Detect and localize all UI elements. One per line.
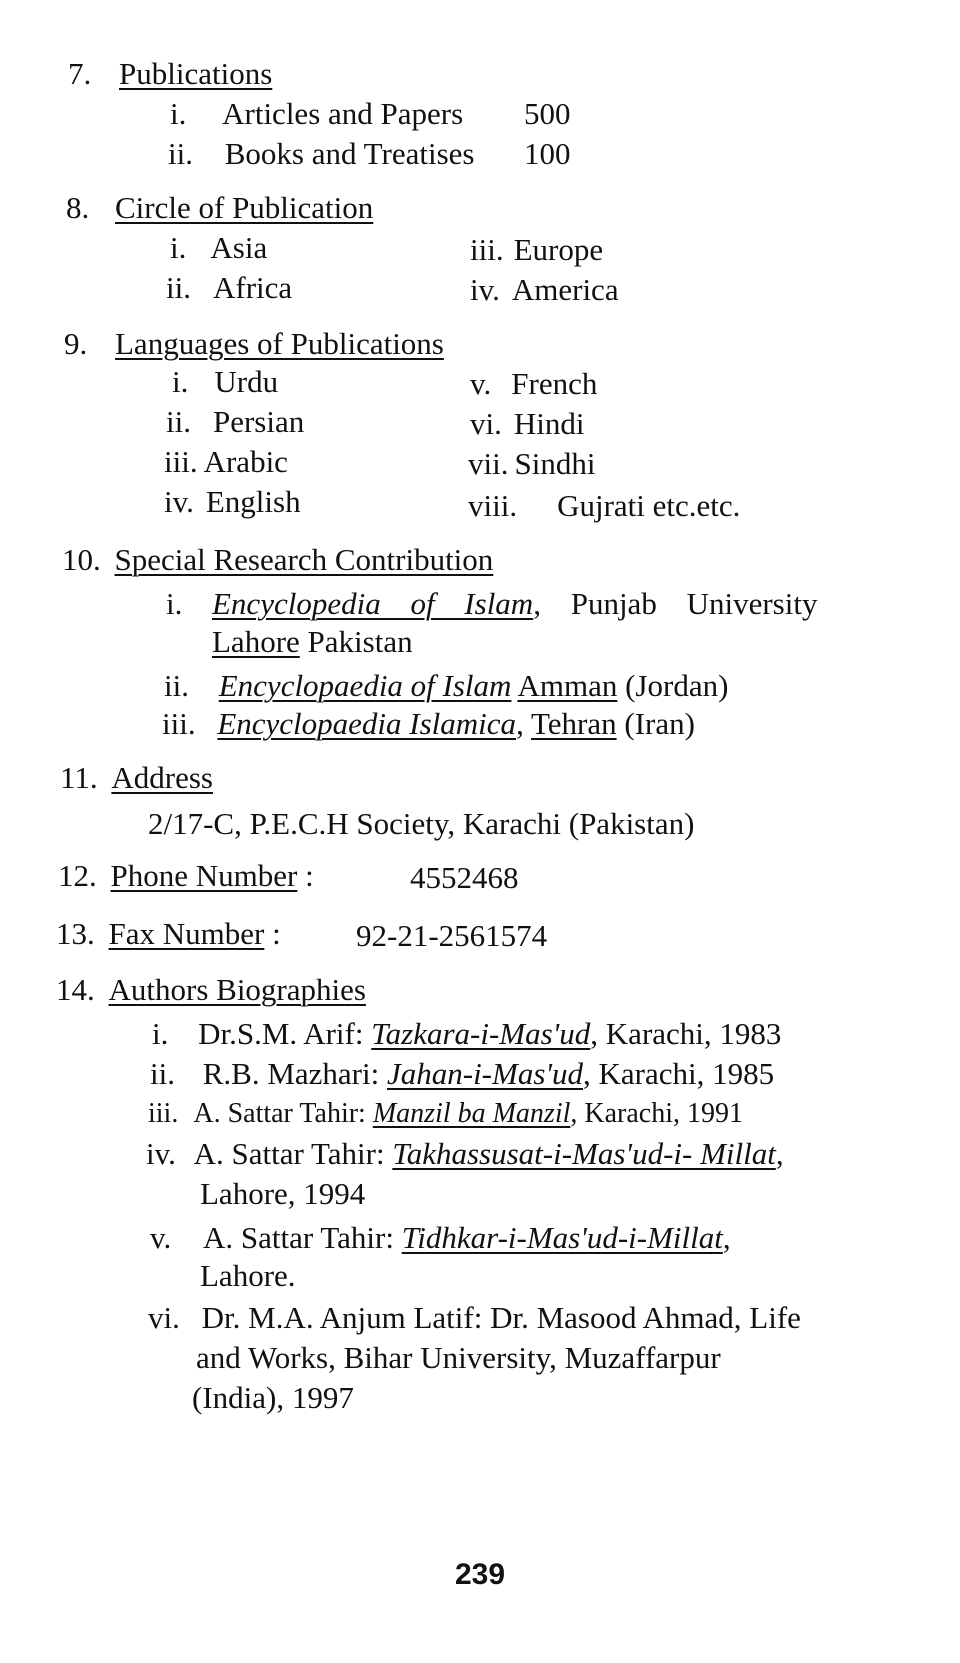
list-item: i. Urdu (172, 364, 279, 399)
work-title: Encyclopaedia Islamica (217, 706, 517, 741)
section-14-title: Authors Biographies (108, 972, 366, 1007)
s7-value-ii: 100 (524, 136, 571, 171)
address-value: 2/17-C, P.E.C.H Society, Karachi (Pakistan) (148, 806, 695, 841)
fax-value: 92-21-2561574 (356, 918, 548, 953)
section-13-heading: 13. Fax Number : (56, 916, 281, 951)
work-title: Encyclopaedia of Islam (218, 668, 512, 703)
work-title: Jahan-i-Mas'ud (386, 1056, 584, 1091)
section-11-heading: 11. Address (60, 760, 213, 795)
list-item: iii. Arabic (164, 444, 288, 479)
work-title: Tazkara-i-Mas'ud (371, 1016, 591, 1051)
s10-item-iii: iii. Encyclopaedia Islamica, Tehran (Iran) (162, 706, 695, 741)
list-item-cont: and Works, Bihar University, Muzaffarpur (196, 1340, 721, 1375)
section-12-title: Phone Number (110, 858, 298, 893)
section-11-title: Address (111, 760, 213, 795)
list-item: ii. Persian (166, 404, 305, 439)
list-item: iv. A. Sattar Tahir: Takhassusat-i-Mas'ud-i- Millat, (146, 1136, 784, 1171)
section-12-heading: 12. Phone Number : (58, 858, 314, 893)
section-10-heading: 10. Special Research Contribution (62, 542, 494, 577)
list-item: iv. English (164, 484, 301, 519)
s7-item-ii: ii. Books and Treatises (168, 136, 475, 171)
list-item-cont: Lahore, 1994 (200, 1176, 366, 1211)
list-item-cont: (India), 1997 (192, 1380, 354, 1415)
work-title: Encyclopedia of Islam (212, 586, 534, 621)
phone-value: 4552468 (410, 860, 519, 895)
list-item: iii. A. Sattar Tahir: Manzil ba Manzil, Karachi, 1991 (148, 1098, 743, 1129)
list-item-cont: Lahore. (200, 1258, 296, 1293)
work-title: Takhassusat-i-Mas'ud-i- Millat (392, 1136, 776, 1171)
section-13-title: Fax Number (108, 916, 265, 951)
list-item: vi. Dr. M.A. Anjum Latif: Dr. Masood Ahmad, Life (148, 1300, 801, 1335)
list-item: vi. Hindi (470, 406, 585, 441)
s10-item-ii: ii. Encyclopaedia of Islam Amman (Jordan) (164, 668, 729, 703)
section-10-title: Special Research Contribution (114, 542, 494, 577)
section-14-heading: 14. Authors Biographies (56, 972, 366, 1007)
page-number: 239 (454, 1558, 506, 1591)
list-item: viii. Gujrati etc.etc. (468, 488, 741, 523)
section-7-title: Publications (119, 56, 273, 91)
section-7-heading: 7. Publications (68, 56, 273, 91)
section-9-title: Languages of Publications (115, 326, 444, 361)
list-item: i. Dr.S.M. Arif: Tazkara-i-Mas'ud, Karachi, 1983 (152, 1016, 782, 1051)
list-item: v. A. Sattar Tahir: Tidhkar-i-Mas'ud-i-Millat, (150, 1220, 731, 1255)
list-item: iv. America (470, 272, 619, 307)
list-item: i. Asia (170, 230, 268, 265)
s10-item-i: Encyclopedia of Islam, Punjab University (212, 586, 818, 621)
work-title: Tidhkar-i-Mas'ud-i-Millat (401, 1220, 723, 1255)
list-item: v. French (470, 366, 598, 401)
list-item: iii. Europe (470, 232, 604, 267)
s10-item-i-cont: Lahore Pakistan (212, 624, 413, 659)
s7-value-i: 500 (524, 96, 571, 131)
section-9-heading: 9. Languages of Publications (64, 326, 444, 361)
s10-roman-i: i. (166, 586, 183, 621)
list-item: vii. Sindhi (468, 446, 596, 481)
work-title: Manzil ba Manzil (372, 1098, 571, 1129)
list-item: ii. Africa (166, 270, 293, 305)
s7-item-i: i. Articles and Papers (170, 96, 464, 131)
section-8-heading: 8. Circle of Publication (66, 190, 374, 225)
list-item: ii. R.B. Mazhari: Jahan-i-Mas'ud, Karachi, 1985 (150, 1056, 775, 1091)
section-8-title: Circle of Publication (115, 190, 374, 225)
